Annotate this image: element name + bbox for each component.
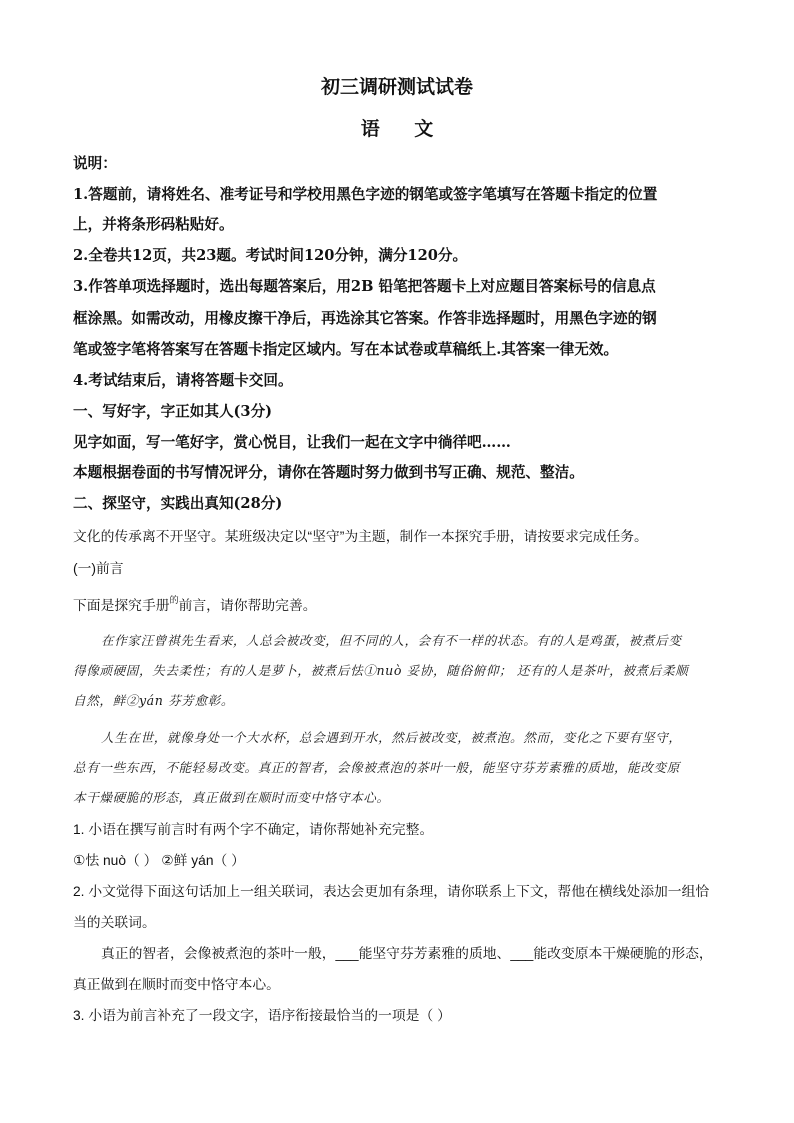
- passage-line: 得像顽硬固，失去柔性；有的人是萝卜，被煮后怯①nuò 妥协，随俗俯仰； 还有的人是茶叶，被煮后柔顺: [73, 663, 689, 678]
- section1-line-1: 见字如面，写一笔好字，赏心悦目，让我们一起在文字中徜徉吧……: [73, 434, 511, 451]
- passage-line: 人生在世，就像身处一个大水杯，总会遇到开水，然后被改变，被煮泡。然而，变化之下要有坚守，: [101, 730, 682, 745]
- section2-intro: 文化的传承离不开坚守。某班级决定以“坚守”为主题，制作一本探究手册，请按要求完成任务。: [73, 529, 648, 544]
- question-1: 1. 小语在撰写前言时有两个字不确定，请你帮她补充完整。: [73, 822, 434, 837]
- instructions-heading: 说明：: [73, 155, 117, 172]
- exam-title: 初三调研测试试卷: [320, 76, 473, 98]
- question-2-line-a: 2. 小文觉得下面这句话加上一组关联词，表达会更加有条理，请你联系上下文，帮他在横线处添加一组恰: [73, 884, 710, 899]
- question-2-sentence-b: 真正做到在顺时而变中恪守本心。: [73, 977, 280, 992]
- question-3: 3. 小语为前言补充了一段文字，语序衔接最恰当的一项是（ ）: [73, 1008, 451, 1023]
- question-2-sentence-a: 真正的智者，会像被煮泡的茶叶一般，___能坚守芬芳素雅的质地、___能改变原本干燥硬脆的形态，: [101, 946, 713, 961]
- instruction-line-2: 2.全卷共12页，共23题。考试时间120分钟，满分120分。: [73, 247, 468, 264]
- question-2-line-b: 当的关联词。: [73, 915, 156, 930]
- preface-prompt-b: 前言，请你帮助完善。: [178, 598, 317, 613]
- subject-title: 语 文: [360, 118, 448, 140]
- question-1-blanks: ①怯 nuò（ ） ②鲜 yán（ ）: [73, 853, 245, 868]
- instruction-line-1a: 1.答题前，请将姓名、准考证号和学校用黑色字迹的钢笔或签字笔填写在答题卡指定的位置: [73, 186, 658, 203]
- preface-prompt: [73, 594, 317, 614]
- preface-subheading: (一)前言: [73, 561, 124, 576]
- preface-prompt-superscript: 的: [169, 595, 179, 605]
- passage-line: 总有一些东西，不能轻易改变。真正的智者，会像被煮泡的茶叶一般，能坚守芬芳素雅的质地，能改变原: [73, 760, 680, 775]
- instruction-line-1b: 上，并将条形码粘贴好。: [73, 216, 234, 233]
- passage-line: 本干燥硬脆的形态，真正做到在顺时而变中恪守本心。: [73, 790, 390, 805]
- preface-prompt-a: 下面是探究手册: [73, 598, 170, 613]
- instruction-line-3b: 框涂黑。如需改动，用橡皮擦干净后，再选涂其它答案。作答非选择题时，用黑色字迹的钢: [73, 310, 657, 327]
- passage-line: 在作家汪曾祺先生看来，人总会被改变，但不同的人，会有不一样的状态。有的人是鸡蛋，被煮后变: [101, 633, 682, 648]
- instruction-line-4: 4.考试结束后，请将答题卡交回。: [73, 372, 293, 389]
- instruction-line-3c: 笔或签字笔将答案写在答题卡指定区域内。写在本试卷或草稿纸上.其答案一律无效。: [73, 341, 619, 358]
- section1-line-2: 本题根据卷面的书写情况评分，请你在答题时努力做到书写正确、规范、整洁。: [73, 464, 584, 481]
- section2-heading: 二、探坚守，实践出真知(28分): [73, 495, 283, 512]
- passage-line: 自然，鲜②yán 芬芳愈彰。: [73, 693, 235, 708]
- section1-heading: 一、写好字，字正如其人(3分): [73, 403, 273, 420]
- instruction-line-3a: 3.作答单项选择题时，选出每题答案后，用2B 铅笔把答题卡上对应题目答案标号的信息点: [73, 278, 656, 295]
